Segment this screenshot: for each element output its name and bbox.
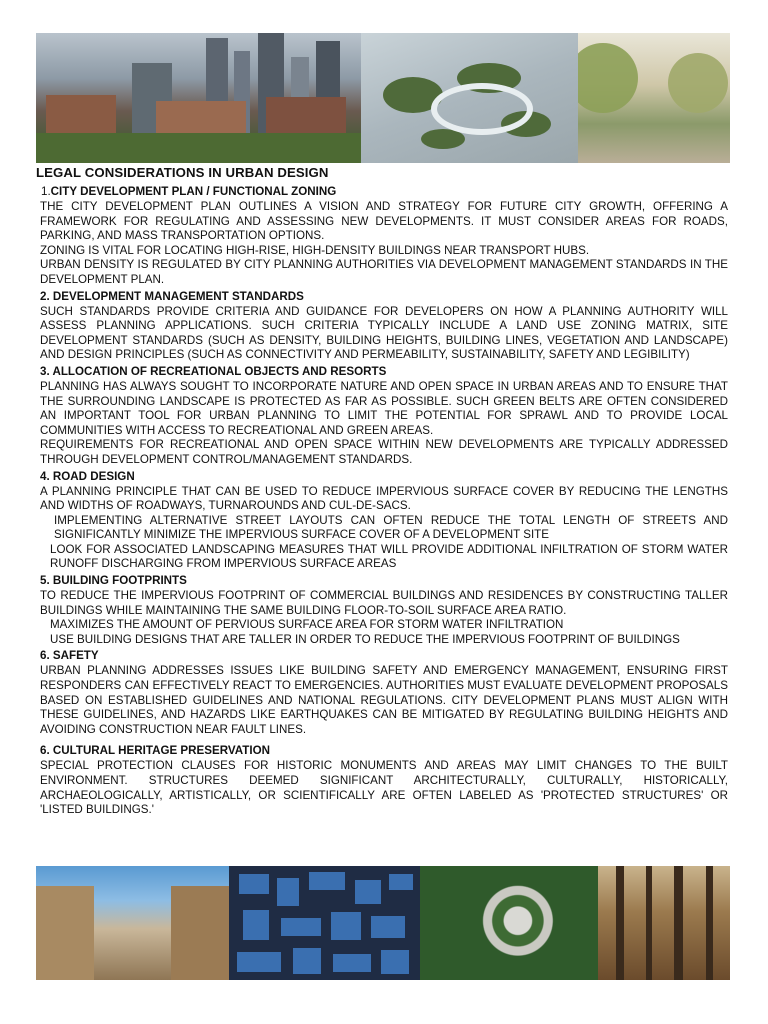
section-paragraph: LOOK FOR ASSOCIATED LANDSCAPING MEASURES THAT WILL PROVIDE ADDITIONAL INFILTRATION OF STORM WATER RUNOFF DISCHARGING FROM IMPERVIOUS SURFACE AREAS xyxy=(50,542,728,571)
section-heading: 4. ROAD DESIGN xyxy=(40,469,135,483)
section-paragraph: URBAN PLANNING ADDRESSES ISSUES LIKE BUILDING SAFETY AND EMERGENCY MANAGEMENT, ENSURING FIRST RESPONDERS CAN EFFECTIVELY REACT TO EMERGENCIES. AUTHORITIES MUST EVALUATE DEVELOPMENT PROPOSALS BASED ON ESTABLISHED GUIDELINES AND NATIONAL REGULATIONS. CITY DEVELOPMENT PLANS MUST ALIGN WITH THESE GUIDELINES, AND HAZARDS LIKE EARTHQUAKES CAN BE MITIGATED BY REGULATING BUILDING HEIGHTS AND AVOIDING CONSTRUCTION NEAR FAULT LINES. xyxy=(40,664,728,736)
section-safety xyxy=(40,647,728,737)
section-paragraph: SUCH STANDARDS PROVIDE CRITERIA AND GUIDANCE FOR DEVELOPERS ON HOW A PLANNING AUTHORITY WILL ASSESS PLANNING APPLICATIONS. SUCH CRITERIA TYPICALLY INCLUDE A LAND USE ZONING MATRIX, SITE DEVELOPMENT STANDARDS (SUCH AS DENSITY, BUILDING HEIGHTS, BUILDING LINES, VEGETATION AND LANDSCAPE) AND DESIGN PRINCIPLES (SUCH AS CONNECTIVITY AND PERMEABILITY, SUSTAINABILITY, SAFETY AND LEGIBILITY) xyxy=(40,304,728,362)
section-heading: 3. ALLOCATION OF RECREATIONAL OBJECTS AND RESORTS xyxy=(40,364,387,378)
section-city-development-plan xyxy=(40,183,728,288)
city-skyline-photo xyxy=(36,33,361,163)
section-paragraph: PLANNING HAS ALWAYS SOUGHT TO INCORPORATE NATURE AND OPEN SPACE IN URBAN AREAS AND TO ENSURE THAT THE SURROUNDING LANDSCAPE IS PROTECTED AS FAR AS POSSIBLE. SUCH GREEN BELTS ARE OFTEN CONSIDERED AN IMPORTANT TOOL FOR URBAN PLANNING TO LIMIT THE POTENTIAL FOR SPRAWL AND TO PROVIDE LOCAL COMMUNITIES WITH ACCESS TO RECREATIONAL AND GREEN AREAS. xyxy=(40,379,728,437)
city-footprint-map xyxy=(229,866,420,980)
section-heading: 1.CITY DEVELOPMENT PLAN / FUNCTIONAL ZONING xyxy=(41,185,337,198)
section-paragraph: A PLANNING PRINCIPLE THAT CAN BE USED TO REDUCE IMPERVIOUS SURFACE COVER BY REDUCING THE LENGTHS AND WIDTHS OF ROADWAYS, TURNAROUNDS AND CUL-DE-SACS. xyxy=(40,484,728,513)
section-road-design xyxy=(40,468,728,573)
heritage-street-photo xyxy=(36,866,229,980)
forest-photo xyxy=(598,866,730,980)
top-image-banner xyxy=(36,33,730,163)
section-heading: 6. CULTURAL HERITAGE PRESERVATION xyxy=(40,744,270,758)
section-paragraph: REQUIREMENTS FOR RECREATIONAL AND OPEN SPACE WITHIN NEW DEVELOPMENTS ARE TYPICALLY ADDRESSED THROUGH DEVELOPMENT CONTROL/MANAGEMENT STANDARDS. xyxy=(40,438,728,466)
page-title: LEGAL CONSIDERATIONS IN URBAN DESIGN xyxy=(36,165,329,180)
document-body xyxy=(36,165,728,818)
section-paragraph: MAXIMIZES THE AMOUNT OF PERVIOUS SURFACE AREA FOR STORM WATER INFILTRATION xyxy=(50,618,564,632)
bottom-image-banner xyxy=(36,866,730,980)
section-building-footprints xyxy=(40,572,728,647)
section-paragraph: THE CITY DEVELOPMENT PLAN OUTLINES A VISION AND STRATEGY FOR FUTURE CITY GROWTH, OFFERING A FRAMEWORK FOR REGULATING AND ASSESSING NEW DEVELOPMENTS. IT MUST CONSIDER AREAS FOR ROADS, PARKING, AND MASS TRANSPORTATION OPTIONS. xyxy=(40,200,728,243)
tree-lined-walkway-photo xyxy=(578,33,730,163)
section-recreational-objects xyxy=(40,363,728,468)
section-heading: 5. BUILDING FOOTPRINTS xyxy=(40,574,187,588)
section-paragraph: USE BUILDING DESIGNS THAT ARE TALLER IN ORDER TO REDUCE THE IMPERVIOUS FOOTPRINT OF BUILDINGS xyxy=(50,632,680,646)
section-paragraph: IMPLEMENTING ALTERNATIVE STREET LAYOUTS CAN OFTEN REDUCE THE TOTAL LENGTH OF STREETS AND SIGNIFICANTLY MINIMIZE THE IMPERVIOUS SURFACE COVER OF A DEVELOPMENT SITE xyxy=(54,513,728,542)
section-heading: 6. SAFETY xyxy=(40,649,99,663)
section-paragraph: SPECIAL PROTECTION CLAUSES FOR HISTORIC MONUMENTS AND AREAS MAY LIMIT CHANGES TO THE BUILT ENVIRONMENT. STRUCTURES DEEMED SIGNIFICANT ARCHITECTURALLY, CULTURALLY, HISTORICALLY, ARCHAEOLOGICALLY, ARTISTICALLY, OR SCIENTIFICALLY ARE OFTEN LABELED AS 'PROTECTED STRUCTURES' OR 'LISTED BUILDINGS.' xyxy=(40,759,728,817)
section-paragraph: ZONING IS VITAL FOR LOCATING HIGH-RISE, HIGH-DENSITY BUILDINGS NEAR TRANSPORT HUBS. xyxy=(40,243,590,257)
section-heading: 2. DEVELOPMENT MANAGEMENT STANDARDS xyxy=(40,289,304,303)
section-paragraph: URBAN DENSITY IS REGULATED BY CITY PLANNING AUTHORITIES VIA DEVELOPMENT MANAGEMENT STANDARDS IN THE DEVELOPMENT PLAN. xyxy=(40,258,728,286)
roundabout-aerial-photo xyxy=(420,866,598,980)
section-development-standards xyxy=(40,288,728,363)
section-cultural-heritage xyxy=(40,742,728,817)
green-plaza-photo xyxy=(361,33,578,163)
section-paragraph: TO REDUCE THE IMPERVIOUS FOOTPRINT OF COMMERCIAL BUILDINGS AND RESIDENCES BY CONSTRUCTING TALLER BUILDINGS WHILE MAINTAINING THE SAME BUILDING FLOOR-TO-SOIL SURFACE AREA RATIO. xyxy=(40,589,728,617)
